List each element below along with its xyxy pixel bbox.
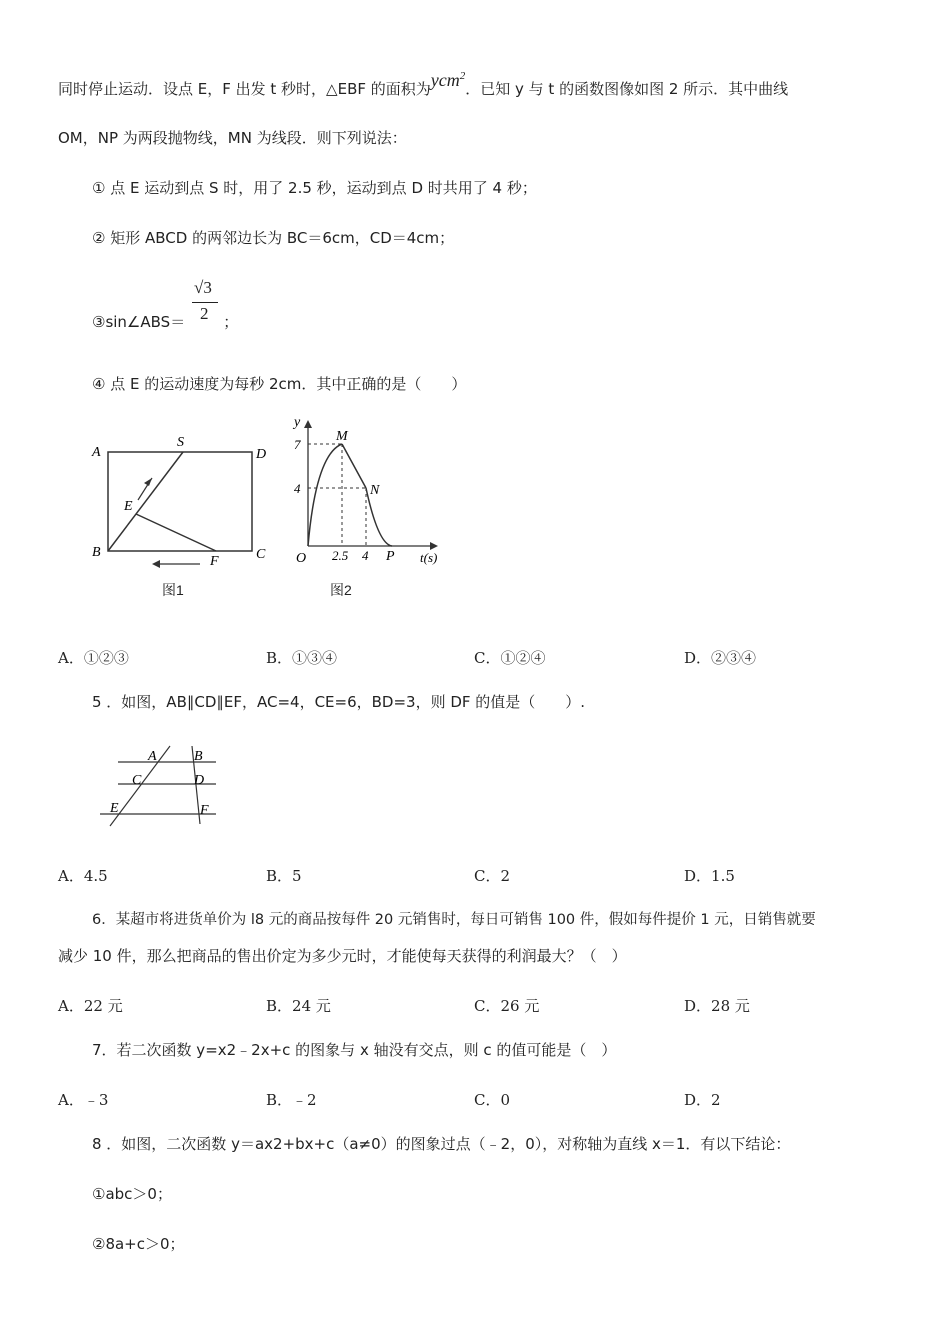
area-unit-exponent: 2 <box>459 70 466 82</box>
figure-1-caption: 图1 <box>162 582 184 598</box>
q4-statement-1: ① 点 E 运动到点 S 时，用了 2.5 秒，运动到点 D 时共用了 4 秒； <box>92 179 537 197</box>
q4-intro-text-a: 同时停止运动．设点 E，F 出发 t 秒时，△EBF 的面积为 <box>58 80 431 98</box>
fig2-tick-4: 4 <box>294 481 301 496</box>
fig1-label-S: S <box>177 435 184 450</box>
fig1-label-C: C <box>256 547 266 562</box>
fig1-label-B: B <box>92 545 101 560</box>
q4-option-c[interactable]: C．①②④ <box>474 649 546 667</box>
fig2-label-t: t(s) <box>420 550 438 565</box>
q4-option-d[interactable]: D．②③④ <box>684 649 757 667</box>
q6-stem-line1: 6．某超市将进货单价为 l8 元的商品按每件 20 元销售时，每日可销售 100 件，假如每件提价 1 元，日销售就要 <box>92 912 816 928</box>
fraction-bar <box>192 302 218 303</box>
q5-label-E: E <box>110 801 119 816</box>
q7-option-c[interactable]: C．0 <box>474 1091 511 1109</box>
q5-option-a[interactable]: A．4.5 <box>58 867 108 885</box>
q6-option-c[interactable]: C．26 元 <box>474 997 540 1015</box>
q7-option-a[interactable]: A．﹣3 <box>58 1091 109 1109</box>
fig1-label-D: D <box>256 447 267 462</box>
statement-3-suffix: ； <box>223 313 239 331</box>
q4-option-b[interactable]: B．①③④ <box>266 649 338 667</box>
area-unit <box>431 70 465 90</box>
figure-2-caption: 图2 <box>330 582 352 598</box>
q7-stem: 7．若二次函数 y=x2﹣2x+c 的图象与 x 轴没有交点，则 c 的值可能是（ ） <box>92 1041 617 1059</box>
fig2-label-P: P <box>386 549 395 564</box>
q8-conclusion-1: ①abc＞0； <box>92 1185 172 1203</box>
fig2-label-y: y <box>294 415 301 430</box>
fig2-label-N: N <box>370 483 380 498</box>
q4-statement-2: ② 矩形 ABCD 的两邻边长为 BC＝6cm，CD＝4cm； <box>92 229 455 247</box>
q8-stem: 8 ．如图，二次函数 y＝ax2+bx+c（a≠0）的图象过点（﹣2，0），对称轴为直线 x＝1．有以下结论： <box>92 1135 791 1153</box>
fig2-tick-2-5: 2.5 <box>332 548 349 563</box>
fig2-label-O: O <box>296 551 307 566</box>
statement-3-prefix: ③sin∠ABS＝ <box>92 313 186 331</box>
q6-option-d[interactable]: D．28 元 <box>684 997 750 1015</box>
q6-stem-line2: 减少 10 件，那么把商品的售出价定为多少元时，才能使每天获得的利润最大？（ ） <box>58 947 627 965</box>
q6-option-a[interactable]: A．22 元 <box>58 997 123 1015</box>
q4-intro-line1 <box>58 70 789 99</box>
q7-option-b[interactable]: B．﹣2 <box>266 1091 317 1109</box>
q7-option-d[interactable]: D．2 <box>684 1091 721 1109</box>
fig1-label-A: A <box>92 445 101 460</box>
q4-statement-3 <box>92 312 238 332</box>
q5-option-d[interactable]: D．1.5 <box>684 867 735 885</box>
fig2-tick-x4: 4 <box>362 548 369 563</box>
q4-intro-line2: OM，NP 为两段抛物线，MN 为线段．则下列说法： <box>58 129 407 147</box>
q4-statement-4: ④ 点 E 的运动速度为每秒 2cm．其中正确的是（ ） <box>92 375 467 393</box>
q5-parallel-lines-figure <box>96 740 226 830</box>
q8-conclusion-2: ②8a+c＞0； <box>92 1235 185 1253</box>
q5-stem: 5 ．如图，AB∥CD∥EF，AC=4，CE=6，BD=3，则 DF 的值是（ ）. <box>92 693 586 711</box>
figure-2-graph <box>282 414 452 574</box>
q6-option-b[interactable]: B．24 元 <box>266 997 331 1015</box>
q4-option-a[interactable]: A．①②③ <box>58 649 129 667</box>
fig1-label-F: F <box>210 554 219 569</box>
q5-label-A: A <box>148 749 157 764</box>
q5-label-C: C <box>132 773 142 788</box>
area-unit-base: ycm <box>430 70 460 90</box>
fig2-tick-7: 7 <box>294 437 301 452</box>
q5-option-b[interactable]: B．5 <box>266 867 302 885</box>
q5-label-B: B <box>194 749 203 764</box>
fraction-denominator: 2 <box>200 304 209 323</box>
q5-label-D: D <box>194 773 205 788</box>
q4-intro-text-b: ．已知 y 与 t 的函数图像如图 2 所示．其中曲线 <box>465 80 789 98</box>
fig2-label-M: M <box>336 429 348 444</box>
fraction-numerator: √3 <box>194 278 212 297</box>
q5-option-c[interactable]: C．2 <box>474 867 511 885</box>
figure-1-rectangle <box>86 428 276 578</box>
fig1-label-E: E <box>124 499 133 514</box>
q5-label-F: F <box>200 803 209 818</box>
